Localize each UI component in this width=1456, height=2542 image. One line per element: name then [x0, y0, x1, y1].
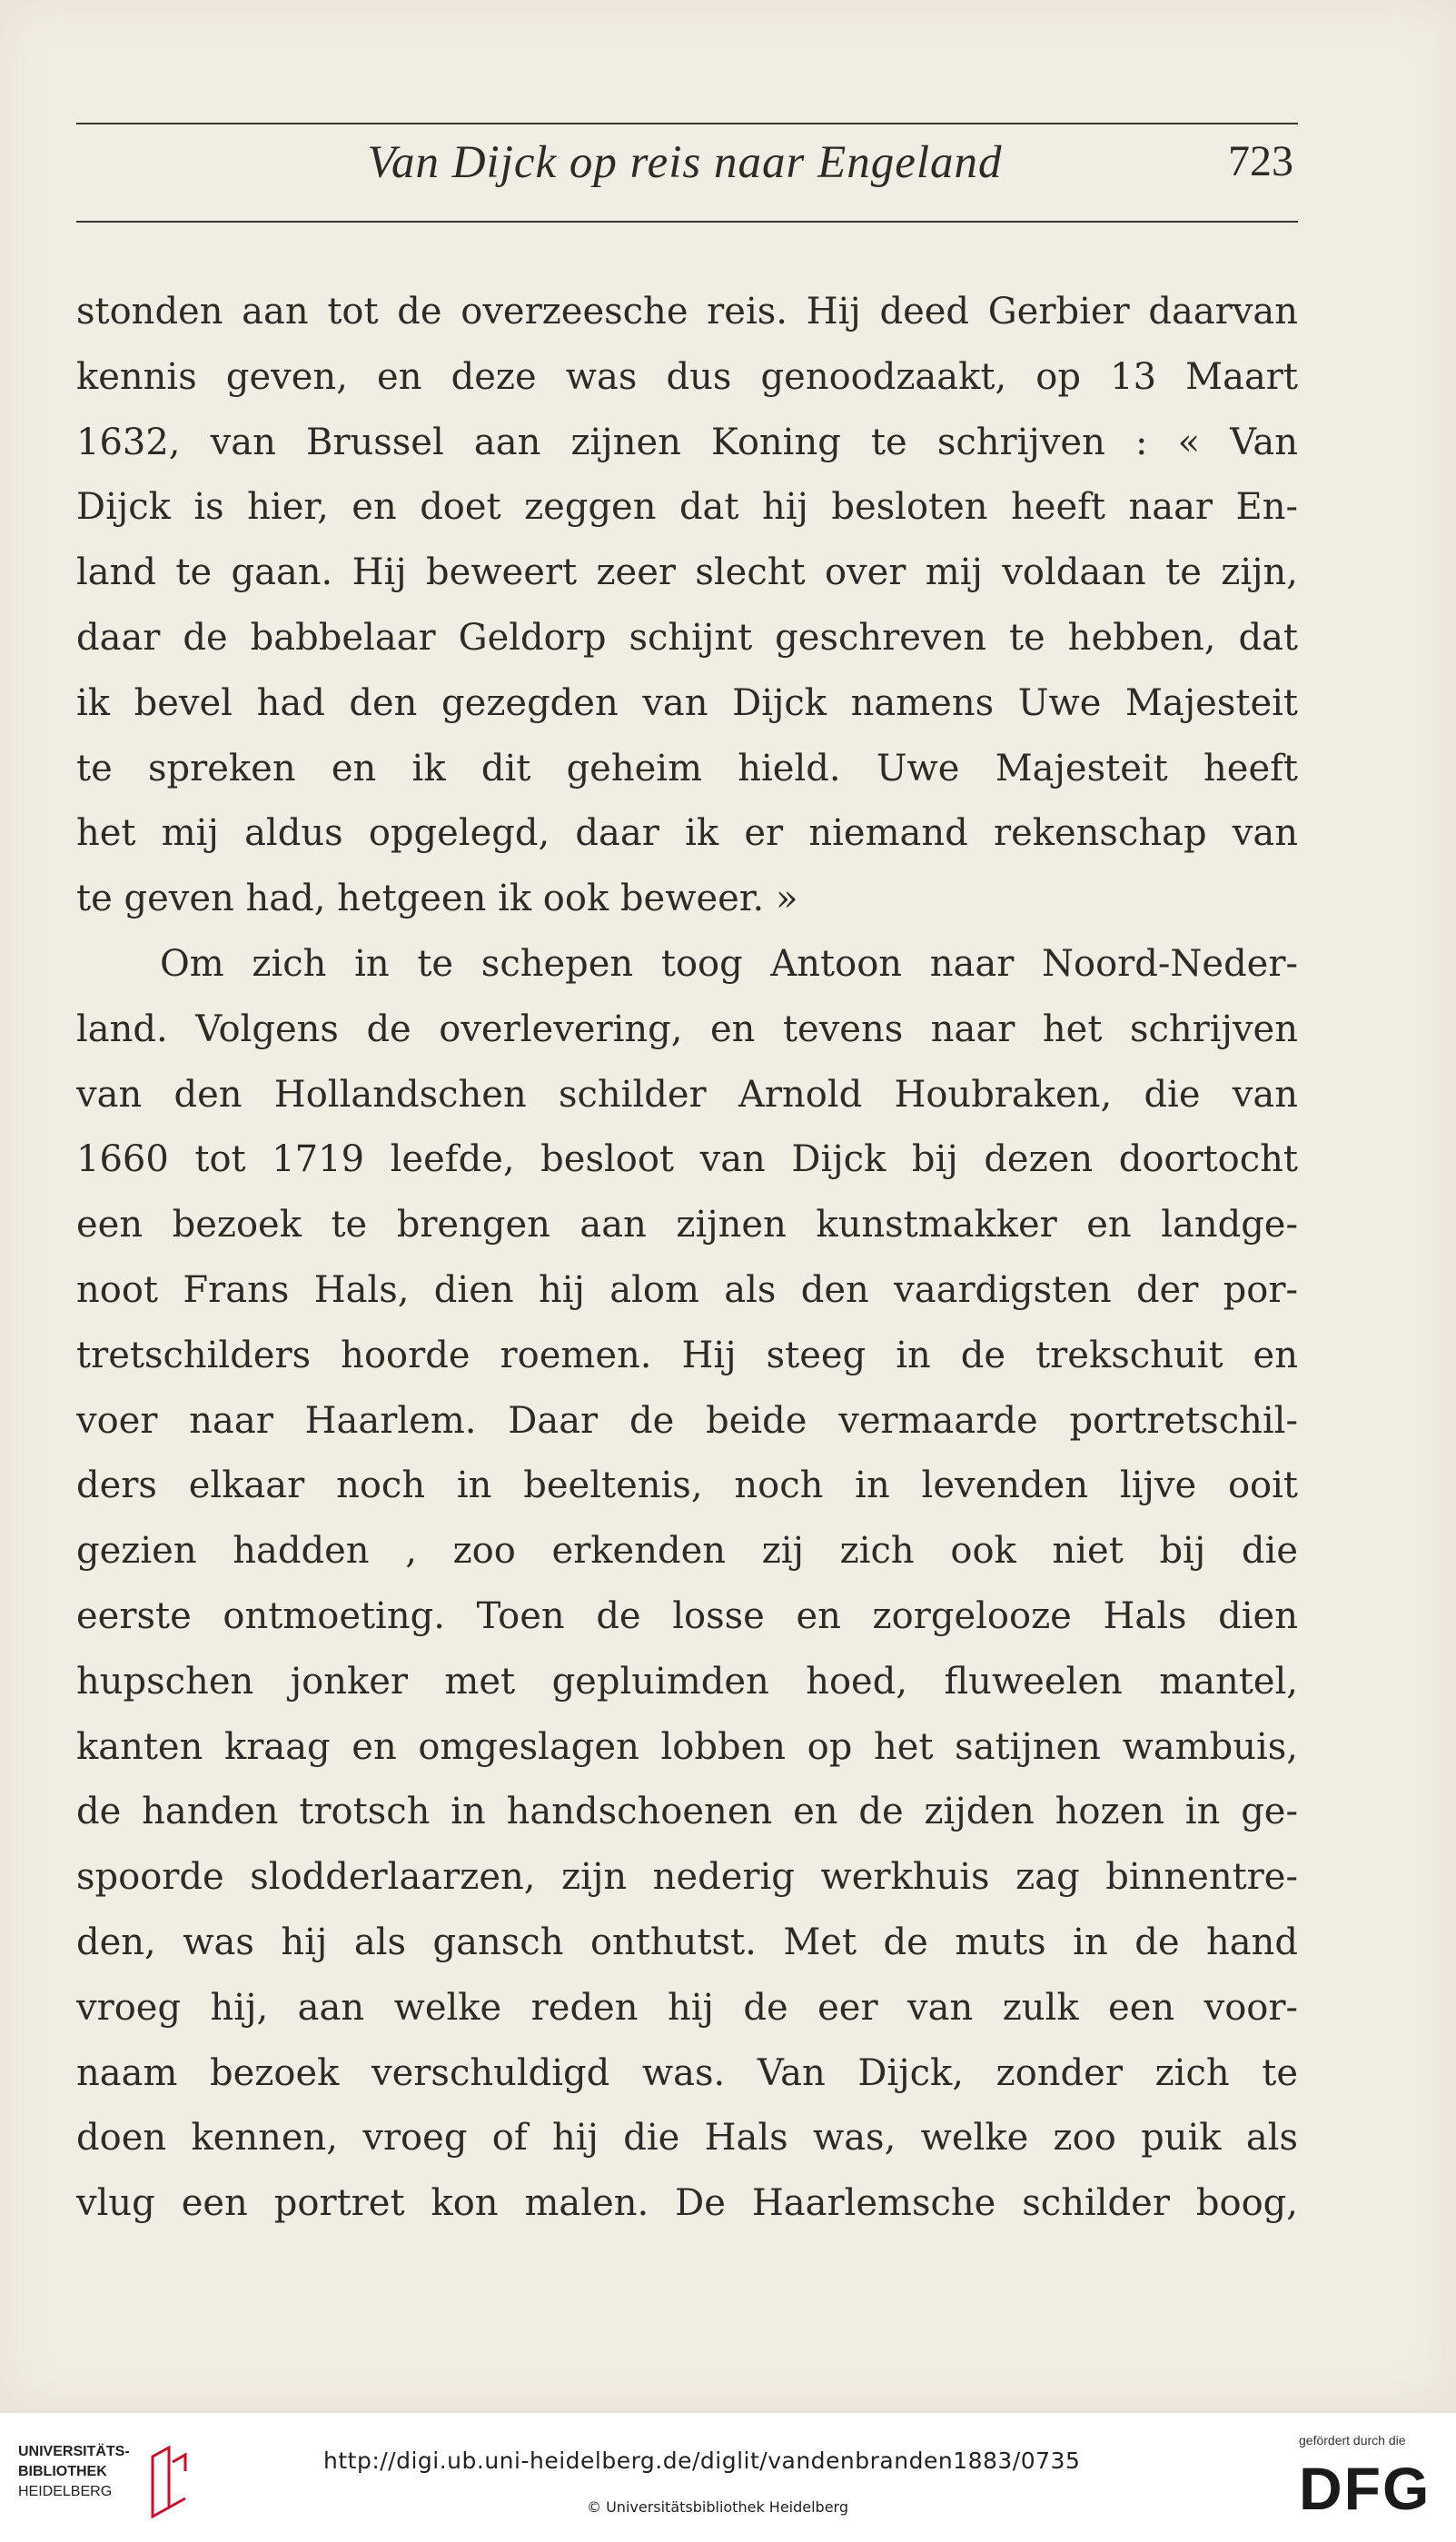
- text-line: ders elkaar noch in beeltenis, noch in levenden lijve ooit: [76, 1465, 1298, 1507]
- text-line: kennis geven, en deze was dus genoodzaakt, op 13 Maart: [76, 355, 1298, 398]
- funding-caption: gefördert durch die: [1299, 2433, 1406, 2448]
- text-line: te geven had, hetgeen ik ook beweer. »: [76, 878, 798, 920]
- header-rule-top: [76, 123, 1298, 124]
- running-title: Van Dijck op reis naar Engeland: [367, 137, 1003, 188]
- footer-divider: [0, 2409, 1456, 2413]
- text-line: noot Frans Hals, dien hij alom als den vaardigsten der por-: [76, 1268, 1298, 1311]
- running-head: [76, 136, 1293, 200]
- library-name-line: UNIVERSITÄTS-: [18, 2444, 130, 2459]
- text-line: daar de babbelaar Geldorp schijnt geschreven te hebben, dat: [76, 616, 1298, 659]
- text-line: spoorde slodderlaarzen, zijn nederig werkhuis zag binnentre-: [76, 1856, 1298, 1899]
- text-line: voer naar Haarlem. Daar de beide vermaarde portretschil-: [76, 1399, 1298, 1442]
- text-line: gezien hadden , zoo erkenden zij zich ook niet bij die: [76, 1530, 1298, 1573]
- page-number: 723: [1228, 137, 1293, 185]
- library-logo[interactable]: [18, 2437, 209, 2527]
- text-line: het mij aldus opgelegd, daar ik er niemand rekenschap van: [76, 812, 1298, 855]
- text-line: vroeg hij, aan welke reden hij de eer van zulk een voor-: [76, 1986, 1298, 2029]
- text-line: land te gaan. Hij beweert zeer slecht over mij voldaan te zijn,: [76, 551, 1298, 594]
- text-line: stonden aan tot de overzeesche reis. Hij deed Gerbier daarvan: [76, 291, 1298, 333]
- header-rule-bottom: [76, 221, 1298, 223]
- library-name: [18, 2442, 130, 2502]
- text-line: een bezoek te brengen aan zijnen kunstmakker en landge-: [76, 1204, 1298, 1246]
- copyright-notice: © Universitätsbibliothek Heidelberg: [587, 2498, 849, 2516]
- text-line: 1660 tot 1719 leefde, besloot van Dijck bij dezen doortocht: [76, 1138, 1298, 1181]
- footer-bar: [0, 2409, 1456, 2542]
- text-line: land. Volgens de overlevering, en tevens naar het schrijven: [76, 1008, 1298, 1050]
- text-line: tretschilders hoorde roemen. Hij steeg in de trekschuit en: [76, 1334, 1298, 1376]
- text-line: van den Hollandschen schilder Arnold Houbraken, die van: [76, 1073, 1298, 1116]
- text-line: hupschen jonker met gepluimden hoed, fluweelen mantel,: [76, 1660, 1298, 1703]
- text-line: te spreken en ik dit geheim hield. Uwe Majesteit heeft: [76, 747, 1298, 789]
- text-line: doen kennen, vroeg of hij die Hals was, welke zoo puik als: [76, 2117, 1298, 2160]
- text-line: 1632, van Brussel aan zijnen Koning te schrijven : « Van: [76, 421, 1298, 463]
- paragraph-first-line: Om zich in te schepen toog Antoon naar Noord-Neder-: [160, 942, 1298, 985]
- library-name-line: BIBLIOTHEK: [18, 2464, 107, 2479]
- text-line: ik bevel had den gezegden van Dijck namens Uwe Majesteit: [76, 681, 1298, 724]
- dfg-logo[interactable]: DFG: [1299, 2455, 1431, 2522]
- text-line: vlug een portret kon malen. De Haarlemsche schilder boog,: [76, 2182, 1298, 2225]
- library-name-line: HEIDELBERG: [18, 2484, 113, 2499]
- permalink-url[interactable]: http://digi.ub.uni-heidelberg.de/diglit/vandenbranden1883/0735: [323, 2448, 1081, 2474]
- text-line: de handen trotsch in handschoenen en de zijden hozen in ge-: [76, 1791, 1298, 1833]
- body-text: [76, 280, 1298, 2237]
- text-line: den, was hij als gansch onthutst. Met de muts in de hand: [76, 1921, 1298, 1963]
- text-line: kanten kraag en omgeslagen lobben op het satijnen wambuis,: [76, 1725, 1298, 1768]
- text-line: eerste ontmoeting. Toen de losse en zorgelooze Hals dien: [76, 1594, 1298, 1637]
- library-emblem-icon: [145, 2444, 189, 2520]
- text-line: naam bezoek verschuldigd was. Van Dijck, zonder zich te: [76, 2051, 1298, 2094]
- text-line: Dijck is hier, en doet zeggen dat hij besloten heeft naar En-: [76, 486, 1298, 529]
